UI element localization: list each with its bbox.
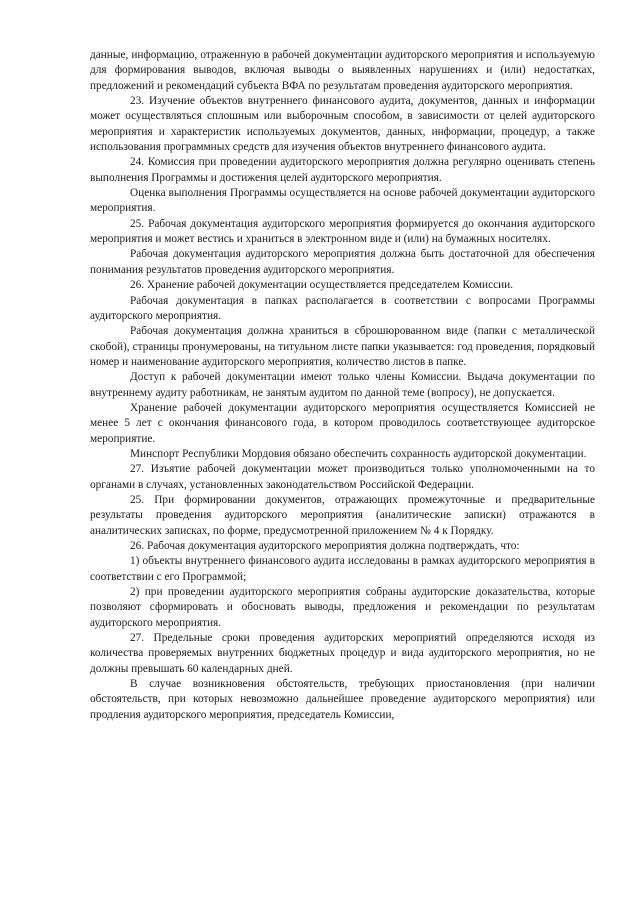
paragraph-continuation: данные, информацию, отраженную в рабочей документации аудиторского мероприятия и используемую для формирования выводов, включая выводы о выявленных нарушениях и (или) недостатках, предложений и рекомендаций субъекта ВФА по результатам проведения аудиторского мероприятия. [90,49,595,92]
paragraph-item-25-second: 25. При формировании документов, отражающих промежуточные и предварительные результаты проведения аудиторского мероприятия (аналитические записки) отражаются в аналитических записках, по форме, предусмотренной приложением № 4 к Порядку. [90,493,595,537]
paragraph: Рабочая документация аудиторского мероприятия должна быть достаточной для обеспечения понимания результатов проведения аудиторского мероприятия. [90,248,595,276]
paragraph-item-27-second: 27. Предельные сроки проведения аудиторских мероприятий определяются исходя из количества проверяемых внутренних бюджетных процедур и вида аудиторского мероприятия, но не должны превышать 60 календарных дней. [90,632,595,675]
paragraph-item-25: 25. Рабочая документация аудиторского мероприятия формируется до окончания аудиторского мероприятия и может вестись и храниться в электронном виде и (или) на бумажных носителях. [90,217,595,246]
document-body [90,48,595,723]
list-item-1: 1) объекты внутреннего финансового аудита исследованы в рамках аудиторского мероприятия в соответствии с его Программой; [90,555,595,583]
paragraph: Рабочая документация в папках располагается в соответствии с вопросами Программы аудиторского мероприятия. [90,294,595,322]
paragraph-item-26-second: 26. Рабочая документация аудиторского мероприятия должна подтверждать, что: [130,540,520,552]
paragraph: Рабочая документация должна храниться в сброшюрованном виде (папки с металлической скобой), страницы пронумерованы, на титульном листе папки указывается: год проведения, порядковый номер и наименование аудиторского мероприятия, количество листов в папке. [90,325,595,368]
paragraph-item-23: 23. Изучение объектов внутреннего финансового аудита, документов, данных и информации может осуществляться сплошным или выборочным способом, в зависимости от целей аудиторского мероприятия и характеристик используемых документов, данных, информации, процедур, а также использования программных средств для изучения объектов внутреннего финансового аудита. [90,95,595,154]
paragraph-item-27: 27. Изъятие рабочей документации может производиться только уполномоченными на то органами в случаях, установленных законодательством Российской Федерации. [90,463,595,491]
paragraph-item-24: 24. Комиссия при проведении аудиторского мероприятия должна регулярно оценивать степень выполнения Программы и достижения целей аудиторского мероприятия. [90,156,595,184]
paragraph: Оценка выполнения Программы осуществляется на основе рабочей документации аудиторского мероприятия. [90,187,595,215]
paragraph: Доступ к рабочей документации имеют только члены Комиссии. Выдача документации по внутреннему аудиту работникам, не занятым аудитом по данной теме (вопросу), не допускается. [90,371,595,399]
paragraph-item-26: 26. Хранение рабочей документации осуществляется председателем Комиссии. [130,279,514,292]
list-item-2: 2) при проведении аудиторского мероприятия собраны аудиторские доказательства, которые позволяют сформировать и обосновать выводы, предложения и рекомендации по результатам аудиторского мероприятия. [90,586,595,629]
paragraph: В случае возникновения обстоятельств, требующих приостановления (при наличии обстоятельств, при которых невозможно дальнейшее проведение аудиторского мероприятия) или продления аудиторского мероприятия, председатель Комиссии, [90,678,595,721]
paragraph: Хранение рабочей документации аудиторского мероприятия осуществляется Комиссией не менее 5 лет с окончания финансового года, в котором проводилось соответствующее аудиторское мероприятие. [90,401,595,445]
paragraph: Минспорт Республики Мордовия обязано обеспечить сохранность аудиторской документации. [130,447,587,460]
